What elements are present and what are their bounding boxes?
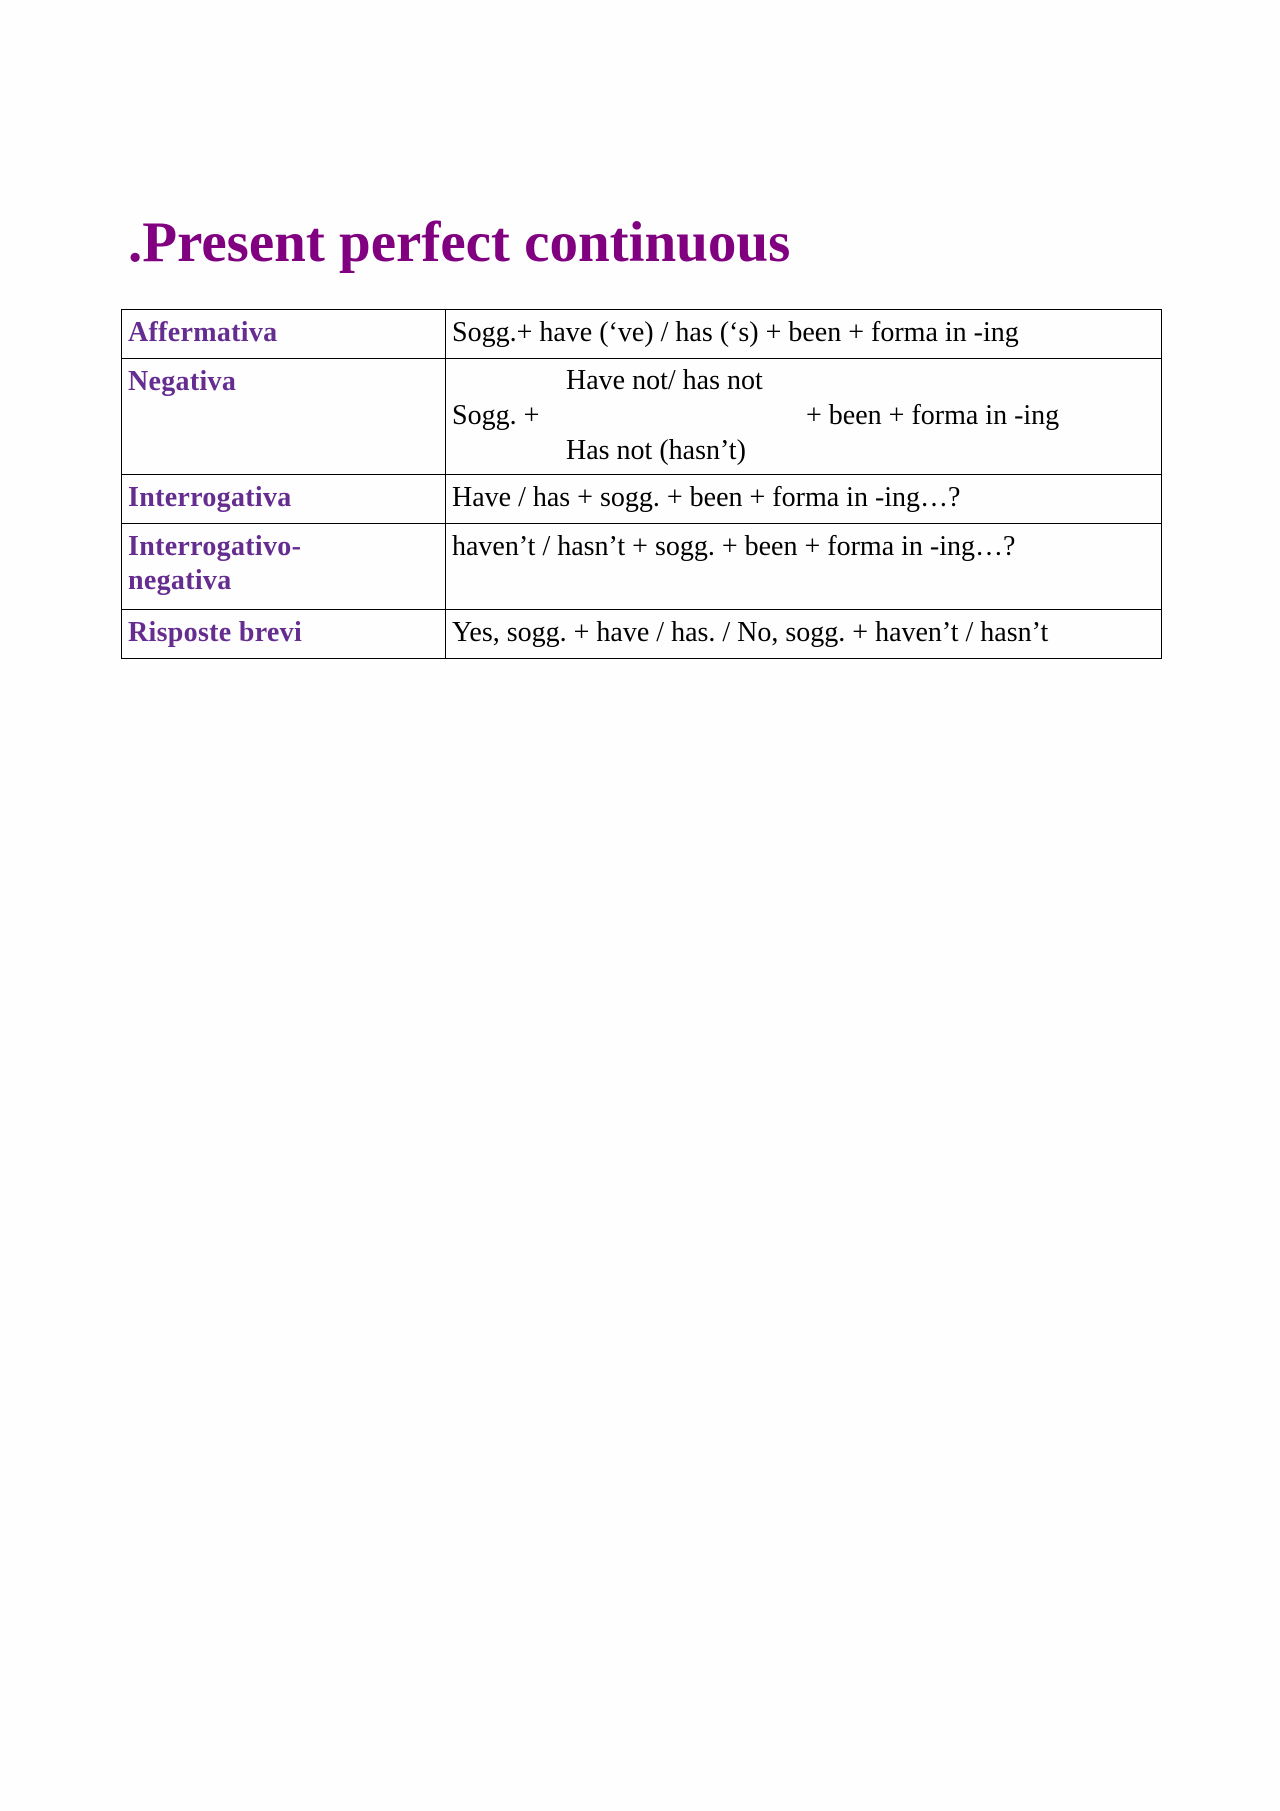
rule-risposte-brevi: Yes, sogg. + have / has. / No, sogg. + haven’t / hasn’t [446,610,1162,659]
label-interrogativa: Interrogativa [122,475,446,524]
label-affermativa: Affermativa [122,310,446,359]
label-negativa: Negativa [122,359,446,475]
table-row-negativa [122,359,1162,475]
table-row-interrogativo-negativa [122,524,1162,610]
label-interrogativo-line1: Interrogativo- [128,531,302,562]
negative-subject: Sogg. + [452,400,540,431]
table-row-interrogativa [122,475,1162,524]
label-interrogativo-line2: negativa [128,565,232,596]
table-row-risposte-brevi [122,610,1162,659]
label-risposte-brevi: Risposte brevi [122,610,446,659]
label-interrogativo-negativa [122,524,446,610]
negative-auxiliary-short: Has not (hasn’t) [566,435,746,466]
rule-negativa [446,359,1162,475]
negative-tail: + been + forma in -ing [806,400,1060,431]
grammar-table [121,309,1162,659]
rule-affermativa: Sogg.+ have (‘ve) / has (‘s) + been + forma in -ing [446,310,1162,359]
rule-interrogativo-negativa: haven’t / hasn’t + sogg. + been + forma in -ing…? [446,524,1162,610]
rule-interrogativa: Have / has + sogg. + been + forma in -ing…? [446,475,1162,524]
page-title: .Present perfect continuous [128,211,791,274]
negative-formula [452,365,1155,468]
table-row-affermativa [122,310,1162,359]
negative-auxiliary-full: Have not/ has not [566,365,763,396]
